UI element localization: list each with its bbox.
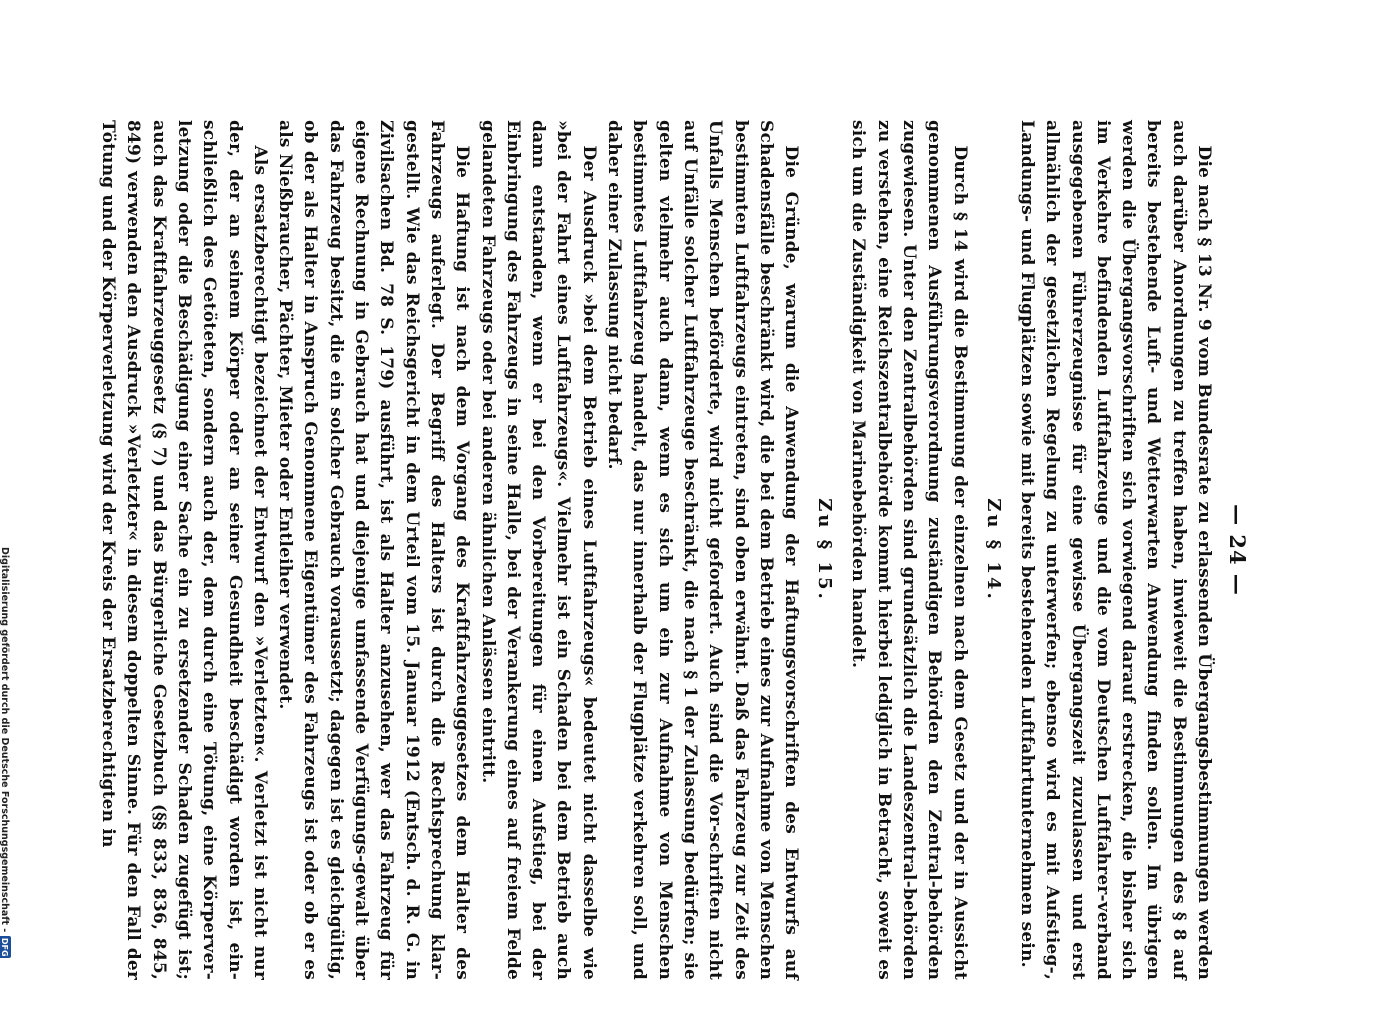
section-15-paragraph: Die Haftung ist nach dem Vorgang des Kraftfahrzeuggesetzes dem Halter des Fahrzeugs auferlegt. Der Begriff des Halters ist durch die Rechtsprechung klar-gestellt. Wie das Reichsgericht in dem Urteil vom 15. Januar 1912 (Entsch. d. R. G. in Zivilsachen Bd. 78 S. 179) ausführt, ist als Halter anzusehen, wer das Fahrzeug für eigene Rechnung in Gebrauch hat und diejenige umfassende Verfügungs-gewalt über das Fahrzeug besitzt, die ein solcher Gebrauch voraussetzt; dagegen ist es gleichgültig, ob der als Halter in Anspruch Genommene Eigentümer des Fahrzeugs ist oder ob er es als Nießbraucher, Pächter, Mieter oder Entleiher verwendet.	[275, 120, 473, 980]
section-14-paragraph: Durch § 14 wird die Bestimmung der einzelnen nach dem Gesetz und der in Aussicht genommenen Ausführungsverordnung zuständigen Behörden den Zentral-behörden zugewiesen. Unter den Zentralbehörden sind grundsätzlich die Landeszentral-behörden zu verstehen, eine Reichszentralbehörde kommt hierbei lediglich in Betracht, soweit es sich um die Zuständigkeit von Marinebehörden handelt.	[848, 120, 970, 980]
section-15-paragraph: Der Ausdruck »bei dem Betrieb eines Luftfahrzeugs« bedeutet nicht dasselbe wie »bei der Fahrt eines Luftfahrzeugs«. Vielmehr ist ein Schaden bei dem Betrieb auch dann entstanden, wenn er bei den Vorbereitungen für einen Aufstieg, bei der Einbringung des Fahrzeugs in seine Halle, bei der Verankerung eines auf freiem Felde gelandeten Fahrzeugs oder bei anderen ähnlichen Anlässen eintritt.	[477, 120, 599, 980]
section-15-paragraph: Als ersatzberechtigt bezeichnet der Entwurf den »Verletzten«. Verletzt ist nicht nur der, der an seinem Körper oder an seiner Gesundheit beschädigt worden ist, ein-schließlich des Getöteten, sondern auch der, dem durch eine Tötung, eine Körperver-letzung oder die Beschädigung einer Sache ein zu ersetzender Schaden zugefügt ist; auch das Kraftfahrzeuggesetz (§ 7) und das Bürgerliche Gesetzbuch (§§ 833, 836, 845, 849) verwenden den Ausdruck »Verletzter« in diesem doppelten Sinne. Für den Fall der Tötung und der Körperverletzung wird der Kreis der Ersatzberechtigten in	[98, 120, 270, 980]
page-number: — 24 —	[1225, 504, 1250, 596]
dfg-logo: DFG	[0, 937, 10, 957]
digitization-credit	[0, 547, 12, 1027]
intro-paragraph: Die nach § 13 Nr. 9 vom Bundesrate zu erlassenden Übergangsbestimmungen werden auch darüber Anordnungen zu treffen haben, inwieweit die Bestimmungen des § 8 auf bereits bestehende Luft- und Wetterwarten Anwendung finden sollen. Im übrigen werden die Übergangsvorschriften sich vorwiegend darauf erstrecken, die bisher sich im Verkehre befindenden Luftfahrzeuge und die vom Deutschen Luftfahrer-verband ausgegebenen Führerzeugnisse für eine gewisse Übergangszeit zuzulassen und erst allmählich der gesetzlichen Regelung zu unterwerfen; ebenso wird es mit Aufstieg-, Landungs- und Flugplätzen sowie mit bereits bestehenden Luftfahrtunternehmen sein.	[1016, 120, 1214, 980]
document-page	[20, 120, 1250, 980]
section-heading-14: Zu § 14.	[982, 498, 1004, 602]
section-15-paragraph: Die Gründe, warum die Anwendung der Haftungsvorschriften des Entwurfs auf Schadensfälle beschränkt wird, die bei dem Betrieb eines zur Aufnahme von Menschen bestimmten Luftfahrzeugs eintreten, sind oben erwähnt. Daß das Fahrzeug zur Zeit des Unfalls Menschen beförderte, wird nicht gefordert. Auch sind die Vor-schriften nicht auf Unfälle solcher Luftfahrzeuge beschränkt, die nach § 1 der Zulassung bedürfen; sie gelten vielmehr auch dann, wenn es sich um ein zur Aufnahme von Menschen bestimmtes Luftfahrzeug handelt, das nur innerhalb der Flugplätze verkehren soll, und daher einer Zulassung nicht bedarf.	[604, 120, 802, 980]
section-heading-15: Zu § 15.	[814, 498, 836, 602]
digitization-credit-text: Digitalisierung gefördert durch die Deutsche Forschungsgemeinschaft -	[0, 547, 11, 933]
